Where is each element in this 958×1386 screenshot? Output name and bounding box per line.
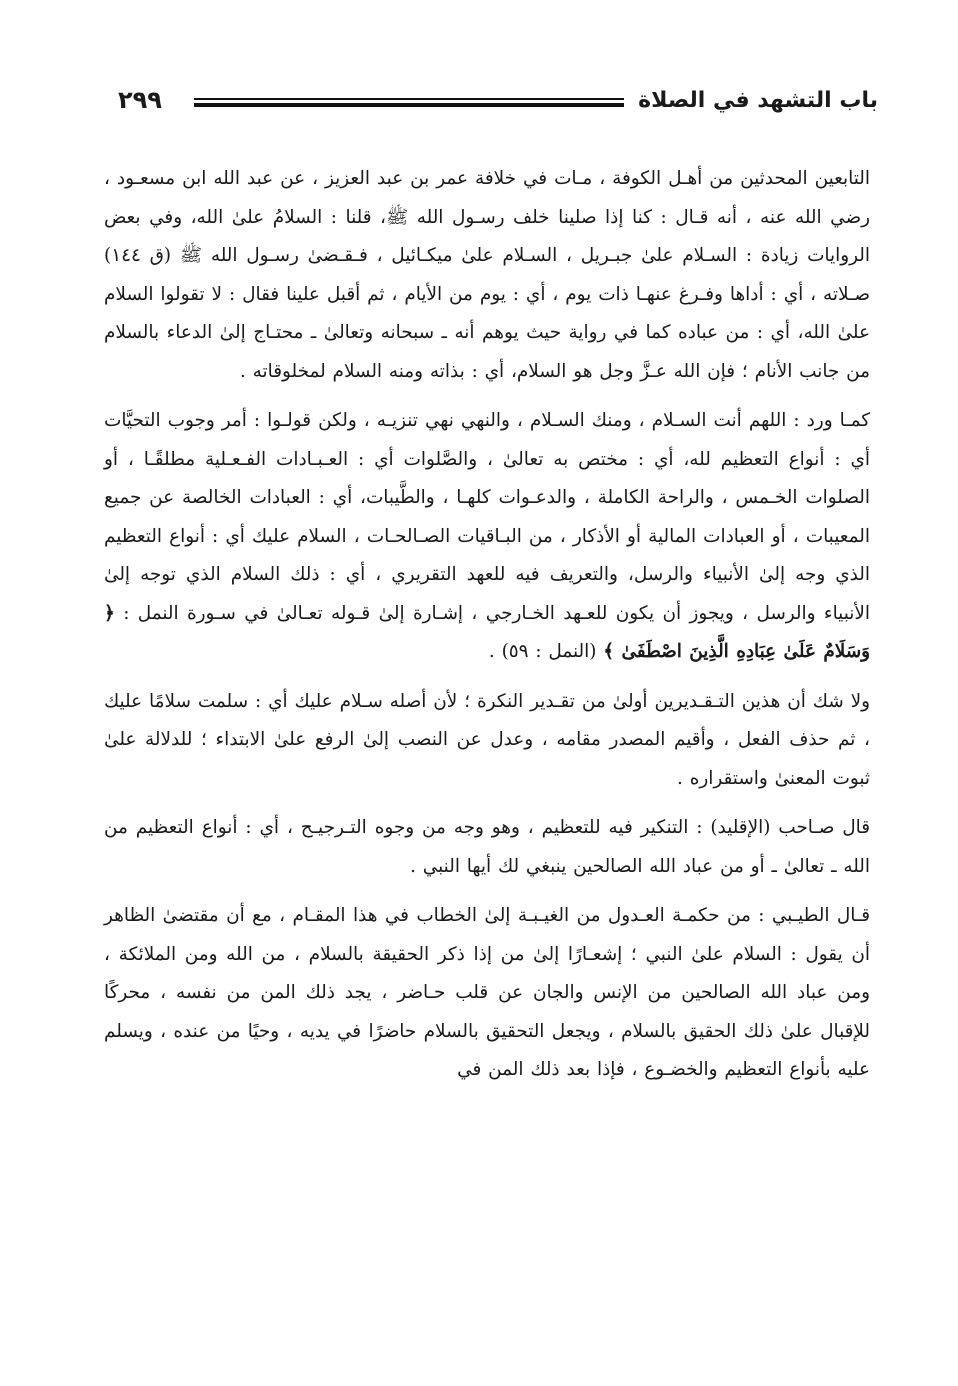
- paragraph-2-text: كمـا ورد : اللهم أنت السـلام ، ومنك السـلام ، والنهي نهي تنزيـه ، ولكن قولـوا : أمر وجوب التحيَّات أي : أنواع التعظيم لله، أي : مختص به تعالىٰ ، والصَّلوات أي : العـبـادات الفـعـلية مطلقًـا ، أو الصلوات الخـمس ، والراحة الكاملة ، والدعـوات كلهـا ، والطَّيبات، أي : العبادات الخالصة عن جميع المعيبات ، أو العبادات المالية أو الأذكار ، من البـاقيات الصـالحـات ، السلام عليك أي : أنواع التعظيم الذي وجه إلىٰ الأنبياء والرسل، والتعريف فيه للعهد التقريري ، أي : ذلك السلام الذي توجه إلىٰ الأنبياء والرسل ، ويجوز أن يكون للعـهد الخـارجي ، إشـارة إلىٰ قـوله تعـالىٰ في سـورة النمل :: [104, 410, 870, 624]
- paragraph-5: [104, 897, 870, 1090]
- paragraph-1: [104, 160, 870, 391]
- quran-citation: (النمل : ٥٩) .: [488, 641, 597, 662]
- body-text: [104, 160, 870, 1090]
- paragraph-4: [104, 809, 870, 886]
- quran-verse: ﴿ وَسَلَامٌ عَلَىٰ عِبَادِهِ الَّذِينَ اصْطَفَىٰ ﴾: [104, 602, 870, 662]
- page-number: ٢٩٩: [118, 86, 162, 114]
- paragraph-4-text: قال صـاحب (الإقليد) : التنكير فيه للتعظيم ، وهو وجه من وجوه التـرجيـح ، أي : أنواع التعظيم من الله ـ تعالىٰ ـ أو من عباد الله الصالحين ينبغي لك أيها النبي .: [104, 817, 870, 877]
- running-header: [118, 78, 878, 122]
- paragraph-3: [104, 683, 870, 799]
- header-rule: [194, 98, 624, 107]
- paragraph-5-text: قـال الطيـبي : من حكمـة العـدول من الغيـبـة إلىٰ الخطاب في هذا المقـام ، مع أن مقتضىٰ الظاهر أن يقول : السلام علىٰ النبي ؛ إشعـارًا إلىٰ من إذا ذكر الحقيقة بالسلام ، من الله ومن الملائكة ، ومن عباد الله الصالحين من الإنس والجان عن قلب حـاضر ، يجد ذلك المن من نفسه ، محركًا للإقبال علىٰ ذلك الحقيق بالسلام ، ويجعل التحقيق بالسلام حاضرًا في يديه ، وحيًا من عنده ، ويسلم عليه بأنواع التعظيم والخضـوع ، فإذا بعد ذلك المن في: [104, 905, 870, 1080]
- chapter-title: باب التشهد في الصلاة: [638, 87, 878, 113]
- paragraph-2: [104, 402, 870, 672]
- paragraph-1-text: التابعين المحدثين من أهـل الكوفة ، مـات في خلافة عمر بن عبد العزيز ، عن عبد الله ابن مسعـود ، رضي الله عنه ، أنه قـال : كنا إذا صلينا خلف رسـول الله ﷺ، قلنا : السلامُ علىٰ الله، وفي بعض الروايات زيادة : السـلام علىٰ جبـريل ، السـلام علىٰ ميكـائيل ، فـقـضىٰ رسـول الله ﷺ (ق ١٤٤) صـلاته ، أي : أداها وفـرغ عنهـا ذات يوم ، أي : يوم من الأيام ، ثم أقبل علينا فقال : لا تقولوا السلام علىٰ الله، أي : من عباده كما في رواية حيث يوهم أنه ـ سبحانه وتعالىٰ ـ محتـاج إلىٰ الدعاء بالسلام من جانب الأنام ؛ فإن الله عـزَّ وجل هو السلام، أي : بذاته ومنه السلام لمخلوقاته .: [104, 168, 870, 382]
- paragraph-3-text: ولا شك أن هذين التـقـديرين أولىٰ من تقـدير النكرة ؛ لأن أصله سـلام عليك أي : سلمت سلامًا عليك ، ثم حذف الفعل ، وأقيم المصدر مقامه ، وعدل عن النصب إلىٰ الرفع علىٰ الابتداء ؛ للدلالة علىٰ ثبوت المعنىٰ واستقراره .: [104, 690, 870, 789]
